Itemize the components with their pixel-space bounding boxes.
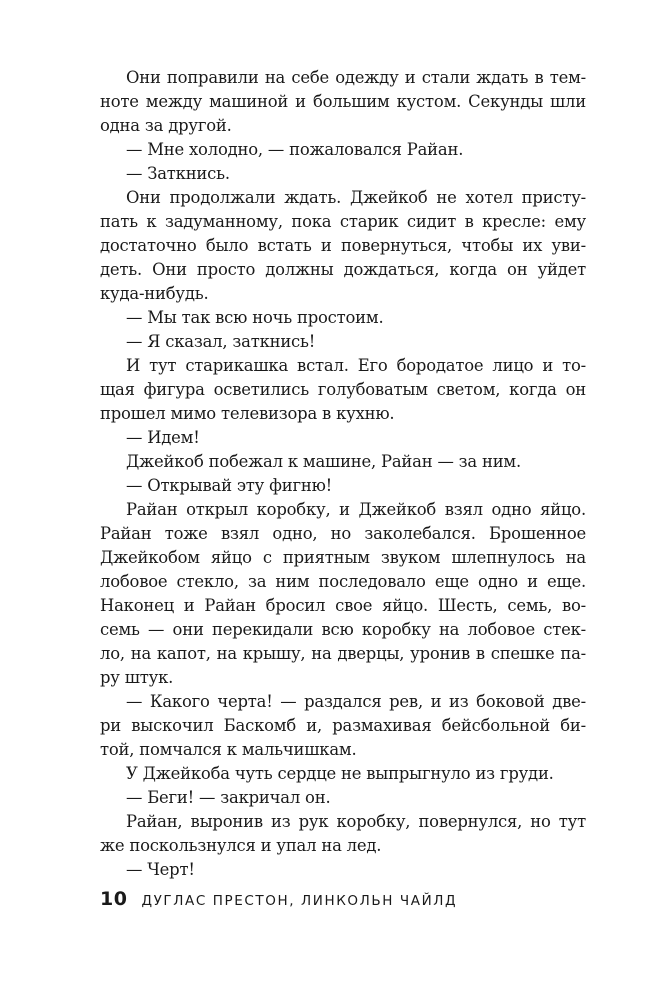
text-line: ри выскочил Баскомб и, размахивая бейсбольной би- bbox=[100, 716, 586, 735]
text-line: же поскользнулся и упал на лед. bbox=[100, 836, 382, 855]
text-line: — Заткнись. bbox=[126, 164, 230, 183]
text-line: семь — они перекидали всю коробку на лобовое стек- bbox=[100, 620, 586, 639]
page-footer bbox=[100, 888, 457, 910]
text-line: — Черт! bbox=[126, 860, 195, 879]
text-line: — Я сказал, заткнись! bbox=[126, 332, 316, 351]
running-head: ДУГЛАС ПРЕСТОН, ЛИНКОЛЬН ЧАЙЛД bbox=[141, 893, 458, 909]
text-line: щая фигура осветились голубоватым светом, когда он bbox=[100, 380, 586, 399]
text-line: Райан, выронив из рук коробку, повернулся, но тут bbox=[126, 812, 586, 831]
text-line: ло, на капот, на крышу, на дверцы, уронив в спешке па- bbox=[100, 644, 586, 663]
text-line: — Мне холодно, — пожаловался Райан. bbox=[126, 140, 464, 159]
text-line: той, помчался к мальчишкам. bbox=[100, 740, 357, 759]
text-line: Джейкоб побежал к машине, Райан — за ним. bbox=[126, 452, 521, 471]
page-number: 10 bbox=[100, 888, 128, 910]
text-line: — Открывай эту фигню! bbox=[126, 476, 333, 495]
text-line: Райан открыл коробку, и Джейкоб взял одно яйцо. bbox=[126, 500, 586, 519]
body-text bbox=[100, 66, 586, 882]
text-line: Райан тоже взял одно, но заколебался. Брошенное bbox=[100, 524, 586, 543]
text-line: лобовое стекло, за ним последовало еще одно и еще. bbox=[100, 572, 586, 591]
text-line: Наконец и Райан бросил свое яйцо. Шесть, семь, во- bbox=[100, 596, 586, 615]
text-line: куда-нибудь. bbox=[100, 284, 209, 303]
text-line: Джейкобом яйцо с приятным звуком шлепнулось на bbox=[100, 548, 586, 567]
text-line: одна за другой. bbox=[100, 116, 232, 135]
text-line: пать к задуманному, пока старик сидит в кресле: ему bbox=[100, 212, 586, 231]
text-line: — Какого черта! — раздался рев, и из боковой две- bbox=[126, 692, 586, 711]
text-line: — Мы так всю ночь простоим. bbox=[126, 308, 384, 327]
text-line: ноте между машиной и большим кустом. Секунды шли bbox=[100, 92, 586, 111]
text-line: ру штук. bbox=[100, 668, 174, 687]
text-line: Они продолжали ждать. Джейкоб не хотел присту- bbox=[126, 188, 586, 207]
text-line: прошел мимо телевизора в кухню. bbox=[100, 404, 395, 423]
text-line: И тут старикашка встал. Его бородатое лицо и то- bbox=[126, 356, 586, 375]
text-line: У Джейкоба чуть сердце не выпрыгнуло из груди. bbox=[126, 764, 554, 783]
text-line: — Идем! bbox=[126, 428, 200, 447]
text-line: — Беги! — закричал он. bbox=[126, 788, 331, 807]
text-line: достаточно было встать и повернуться, чтобы их уви- bbox=[100, 236, 586, 255]
text-line: Они поправили на себе одежду и стали ждать в тем- bbox=[126, 68, 586, 87]
text-line: деть. Они просто должны дождаться, когда он уйдет bbox=[100, 260, 586, 279]
